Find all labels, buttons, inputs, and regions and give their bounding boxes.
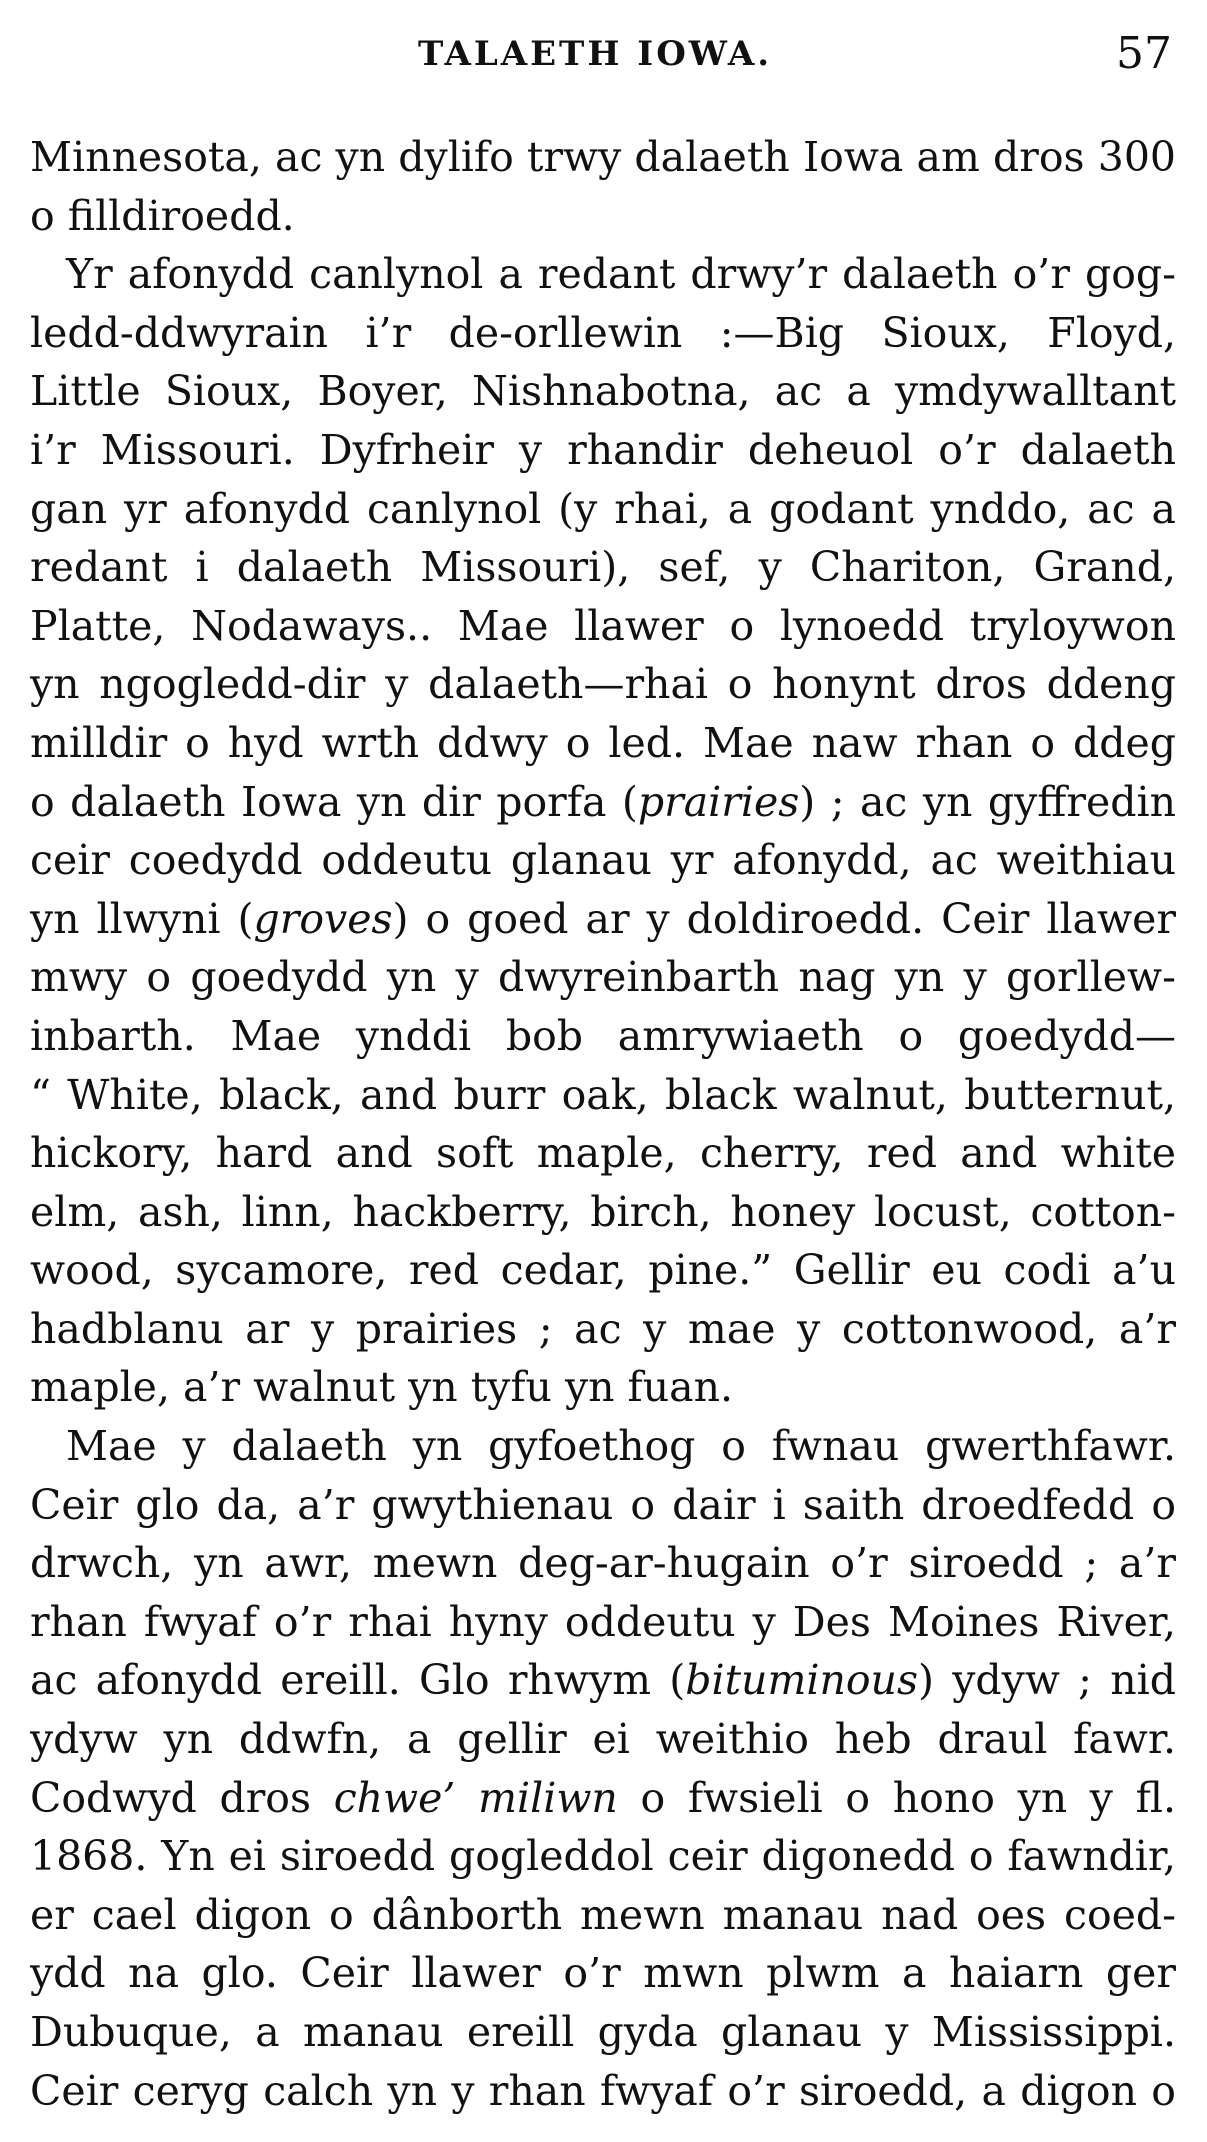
line-text: ) o goed ar y doldiroedd. Ceir llawer [392, 894, 1176, 943]
text-line: maple, a’r walnut yn tyfu yn fuan. [30, 1363, 734, 1412]
text-line: gan yr afonydd canlynol (y rhai, a godant ynddo, ac a [30, 484, 1176, 533]
italic-term: chwe’ miliwn [333, 1773, 618, 1822]
text-line: wood, sycamore, red cedar, pine.” Gellir eu codi a’u [30, 1246, 1176, 1295]
line-text: o dalaeth Iowa yn dir porfa ( [30, 777, 638, 826]
text-line [30, 1769, 1176, 1828]
italic-term: prairies [637, 777, 800, 826]
text-line: o filldiroedd. [30, 191, 295, 240]
line-text: ) ; ac yn gyffredin [799, 777, 1176, 826]
body-text [30, 128, 1176, 2120]
line-text: o fwsieli o hono yn y fl. [617, 1773, 1176, 1822]
text-line: drwch, yn awr, mewn deg-ar-hugain o’r siroedd ; a’r [30, 1539, 1176, 1588]
paragraph-start-line: Yr afonydd canlynol a redant drwy’r dalaeth o’r gog- [66, 250, 1176, 299]
line-text: yn llwyni ( [30, 894, 254, 943]
text-line: Dubuque, a manau ereill gyda glanau y Mississippi. [30, 2008, 1176, 2056]
text-line: inbarth. Mae ynddi bob amrywiaeth o goedydd— [30, 1011, 1176, 1060]
text-line: rhan fwyaf o’r rhai hyny oddeutu y Des Moines River, [30, 1597, 1176, 1646]
italic-term: groves [253, 894, 393, 943]
text-line: Ceir ceryg calch yn y rhan fwyaf o’r siroedd, a digon o [30, 2066, 1176, 2115]
text-line: ydyw yn ddwfn, a gellir ei weithio heb draul fawr. [30, 1715, 1176, 1764]
text-line: ledd-ddwyrain i’r de-orllewin :—Big Sioux, Floyd, [30, 308, 1176, 357]
text-line: hickory, hard and soft maple, cherry, red and white [30, 1129, 1176, 1178]
running-title: TALAETH IOWA. [418, 34, 773, 74]
paragraph-start-line: Mae y dalaeth yn gyfoethog o fwnau gwerthfawr. [66, 1422, 1176, 1471]
text-line: elm, ash, linn, hackberry, birch, honey locust, cotton- [30, 1187, 1176, 1236]
text-line: Little Sioux, Boyer, Nishnabotna, ac a ymdywalltant [30, 367, 1176, 416]
text-line: milldir o hyd wrth ddwy o led. Mae naw rhan o ddeg [30, 718, 1176, 767]
text-line [30, 1651, 1176, 1710]
text-line: redant i dalaeth Missouri), sef, y Chariton, Grand, [30, 543, 1176, 592]
text-line: “ White, black, and burr oak, black walnut, butternut, [30, 1070, 1176, 1119]
text-line: 1868. Yn ei siroedd gogleddol ceir digonedd o fawndir, [30, 1832, 1176, 1881]
text-line [30, 890, 1176, 949]
text-line: mwy o goedydd yn y dwyreinbarth nag yn y gorllew- [30, 953, 1176, 1002]
text-line: er cael digon o dânborth mewn manau nad oes coed- [30, 1890, 1176, 1939]
text-line: Minnesota, ac yn dylifo trwy dalaeth Iowa am dros 300 [30, 133, 1176, 181]
text-line [30, 773, 1176, 832]
italic-term: bituminous [685, 1656, 918, 1705]
line-text: ) ydyw ; nid [918, 1656, 1176, 1705]
line-text: Codwyd dros [30, 1773, 334, 1822]
line-text: ac afonydd ereill. Glo rhwym ( [30, 1656, 686, 1705]
running-header [0, 28, 1207, 78]
text-line: Platte, Nodaways.. Mae llawer o lynoedd tryloywon [30, 601, 1176, 650]
text-line: hadblanu ar y prairies ; ac y mae y cottonwood, a’r [30, 1304, 1176, 1353]
page-number: 57 [1116, 28, 1172, 79]
text-line: Ceir glo da, a’r gwythienau o dair i saith droedfedd o [30, 1480, 1176, 1529]
text-line: yn ngogledd-dir y dalaeth—rhai o honynt dros ddeng [30, 660, 1176, 709]
text-line: ydd na glo. Ceir llawer o’r mwn plwm a haiarn ger [30, 1949, 1176, 1998]
text-line: ceir coedydd oddeutu glanau yr afonydd, ac weithiau [30, 836, 1176, 885]
text-line: i’r Missouri. Dyfrheir y rhandir deheuol o’r dalaeth [30, 425, 1176, 474]
